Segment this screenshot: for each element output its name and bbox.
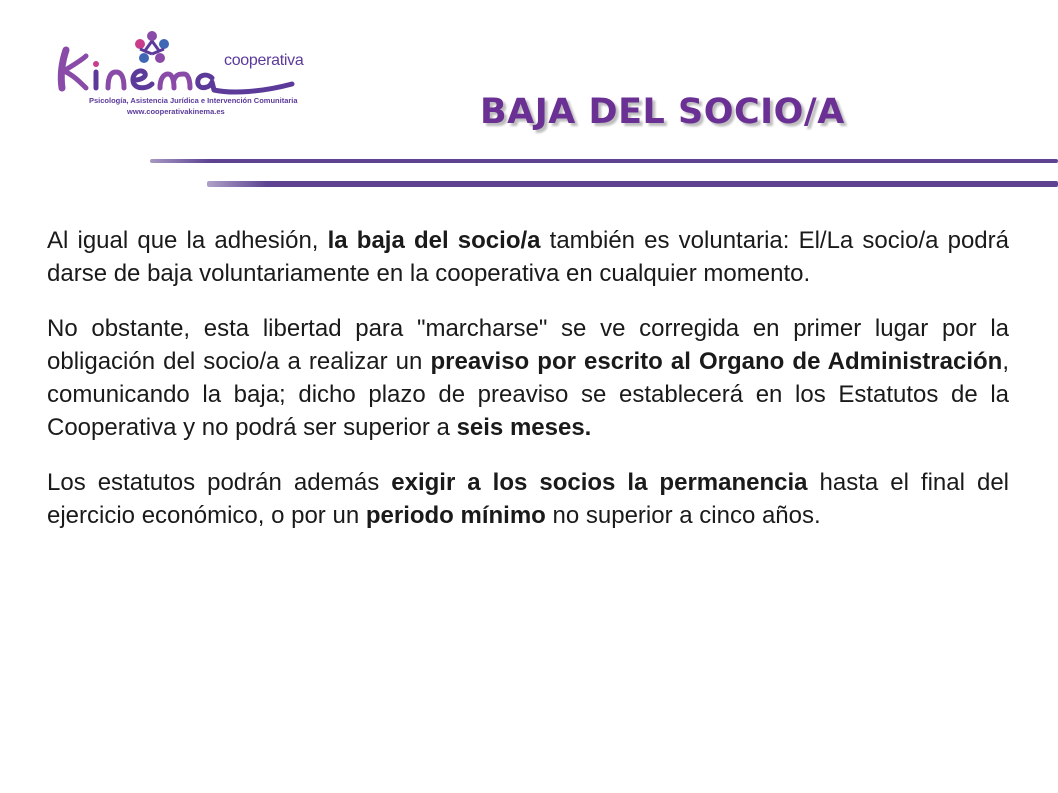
text-run: No obstante, esta libertad para "marcharse" se ve corregida en primer lugar por la obligación del socio/a a realizar un xyxy=(47,315,1009,375)
title-divider-top xyxy=(150,159,1058,163)
paragraph-permanence xyxy=(47,466,1009,532)
text-run: también es voluntaria: El/La socio/a podrá darse de baja voluntariamente en la cooperativa en cualquier momento. xyxy=(47,227,1009,287)
bold-text-run: exigir a los socios la permanencia xyxy=(391,469,808,496)
logo-tagline: cooperativa xyxy=(224,52,304,69)
text-run: hasta el final del ejercicio económico, o por un xyxy=(47,469,1009,529)
bold-text-run: seis meses. xyxy=(456,414,592,441)
bold-text-run: periodo mínimo xyxy=(365,502,546,529)
text-run: Los estatutos podrán además xyxy=(47,469,392,496)
people-circle-icon xyxy=(135,31,169,63)
text-run: Al igual que la adhesión, xyxy=(47,227,328,254)
kinema-logo xyxy=(52,22,312,128)
logo-url: www.cooperativakinema.es xyxy=(127,107,225,116)
title-divider-bottom xyxy=(207,181,1058,187)
bold-text-run: preaviso por escrito al Organo de Administración xyxy=(430,348,1003,375)
bold-text-run: la baja del socio/a xyxy=(327,227,541,254)
paragraph-voluntary-withdrawal xyxy=(47,224,1009,290)
text-run: no superior a cinco años. xyxy=(545,502,821,529)
paragraph-prior-notice xyxy=(47,312,1009,444)
slide-body xyxy=(47,224,1009,554)
logo-subtitle: Psicología, Asistencia Jurídica e Intervención Comunitaria xyxy=(89,96,298,105)
text-run: , comunicando la baja; dicho plazo de preaviso se establecerá en los Estatutos de la Cooperativa y no podrá ser superior a xyxy=(47,348,1009,441)
page-title: BAJA DEL SOCIO/A xyxy=(480,92,845,132)
